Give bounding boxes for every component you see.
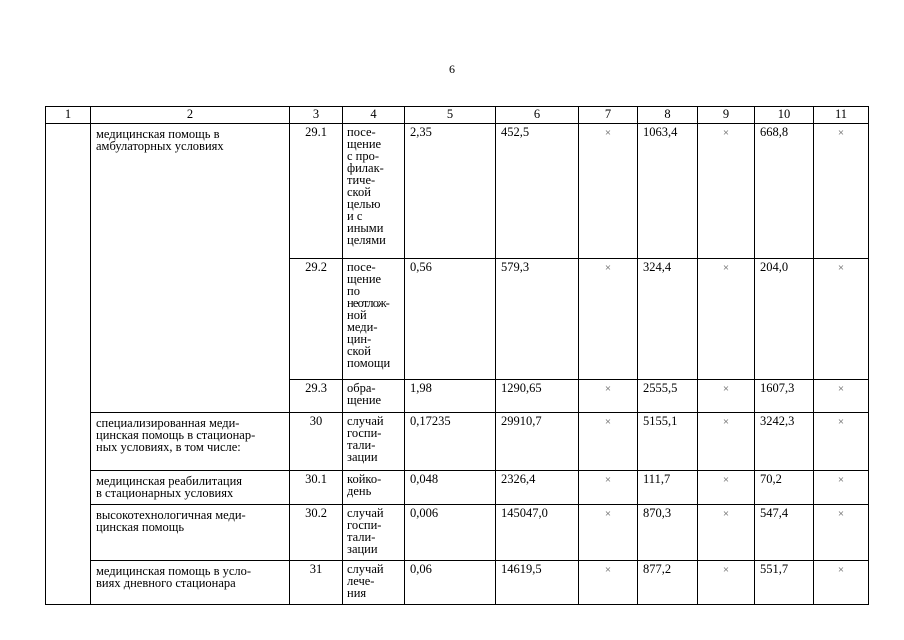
cross-cell-11: ×: [814, 561, 869, 605]
header-cell-3: 3: [290, 107, 343, 124]
value-cell-8: 870,3: [638, 505, 698, 561]
row-group-number-cell: [46, 124, 91, 605]
value-cell-5: 0,56: [405, 259, 496, 380]
value-cell-8: 2555,5: [638, 380, 698, 413]
cross-cell-9: ×: [698, 505, 755, 561]
header-cell-2: 2: [91, 107, 290, 124]
cross-cell-7: ×: [579, 259, 638, 380]
row-code-cell: 30.2: [290, 505, 343, 561]
value-cell-6: 29910,7: [496, 413, 579, 471]
value-cell-10: 668,8: [755, 124, 814, 259]
unit-cell: случай госпи- тали- зации: [343, 505, 405, 561]
row-code-cell: 31: [290, 561, 343, 605]
value-cell-8: 877,2: [638, 561, 698, 605]
table-row: [46, 561, 869, 605]
value-cell-10: 3242,3: [755, 413, 814, 471]
value-cell-6: 145047,0: [496, 505, 579, 561]
unit-cell: случай госпи- тали- зации: [343, 413, 405, 471]
header-cell-5: 5: [405, 107, 496, 124]
service-name-cell: медицинская помощь в амбулаторных условиях: [91, 124, 290, 413]
unit-cell: случай лече- ния: [343, 561, 405, 605]
header-cell-8: 8: [638, 107, 698, 124]
cross-cell-11: ×: [814, 413, 869, 471]
tariff-table: [45, 106, 869, 605]
header-cell-6: 6: [496, 107, 579, 124]
table-row: [46, 413, 869, 471]
header-cell-10: 10: [755, 107, 814, 124]
row-code-cell: 29.1: [290, 124, 343, 259]
cross-cell-9: ×: [698, 380, 755, 413]
row-code-cell: 29.3: [290, 380, 343, 413]
cross-cell-9: ×: [698, 124, 755, 259]
value-cell-10: 70,2: [755, 471, 814, 505]
value-cell-10: 551,7: [755, 561, 814, 605]
unit-cell: обра- щение: [343, 380, 405, 413]
value-cell-5: 1,98: [405, 380, 496, 413]
cross-cell-7: ×: [579, 561, 638, 605]
value-cell-6: 1290,65: [496, 380, 579, 413]
service-name-cell: медицинская помощь в усло- виях дневного стационара: [91, 561, 290, 605]
unit-cell: посе- щение с про- филак- тиче- ской целью и с иными целями: [343, 124, 405, 259]
value-cell-5: 0,006: [405, 505, 496, 561]
value-cell-6: 14619,5: [496, 561, 579, 605]
header-cell-11: 11: [814, 107, 869, 124]
cross-cell-11: ×: [814, 380, 869, 413]
value-cell-8: 324,4: [638, 259, 698, 380]
table-row: [46, 505, 869, 561]
value-cell-8: 111,7: [638, 471, 698, 505]
value-cell-5: 2,35: [405, 124, 496, 259]
unit-cell: посе- щение по неотлож- ной меди- цин- ской помощи: [343, 259, 405, 380]
row-code-cell: 29.2: [290, 259, 343, 380]
value-cell-5: 0,06: [405, 561, 496, 605]
value-cell-6: 579,3: [496, 259, 579, 380]
cross-cell-11: ×: [814, 471, 869, 505]
cross-cell-9: ×: [698, 259, 755, 380]
table-row: [46, 124, 869, 259]
cross-cell-9: ×: [698, 413, 755, 471]
value-cell-10: 204,0: [755, 259, 814, 380]
service-name-cell: специализированная меди- цинская помощь в стационар- ных условиях, в том числе:: [91, 413, 290, 471]
cross-cell-7: ×: [579, 380, 638, 413]
cross-cell-7: ×: [579, 413, 638, 471]
table-row: [46, 471, 869, 505]
header-cell-7: 7: [579, 107, 638, 124]
cross-cell-9: ×: [698, 471, 755, 505]
value-cell-5: 0,048: [405, 471, 496, 505]
cross-cell-11: ×: [814, 124, 869, 259]
service-name-cell: высокотехнологичная меди- цинская помощь: [91, 505, 290, 561]
page-number: 6: [449, 62, 455, 76]
row-code-cell: 30: [290, 413, 343, 471]
service-name-cell: медицинская реабилитация в стационарных условиях: [91, 471, 290, 505]
cross-cell-9: ×: [698, 561, 755, 605]
cross-cell-7: ×: [579, 124, 638, 259]
value-cell-10: 1607,3: [755, 380, 814, 413]
cross-cell-11: ×: [814, 259, 869, 380]
cross-cell-7: ×: [579, 505, 638, 561]
value-cell-8: 1063,4: [638, 124, 698, 259]
value-cell-10: 547,4: [755, 505, 814, 561]
header-cell-4: 4: [343, 107, 405, 124]
value-cell-8: 5155,1: [638, 413, 698, 471]
header-row: [46, 107, 869, 124]
header-cell-9: 9: [698, 107, 755, 124]
row-code-cell: 30.1: [290, 471, 343, 505]
cross-cell-11: ×: [814, 505, 869, 561]
value-cell-6: 452,5: [496, 124, 579, 259]
header-cell-1: 1: [46, 107, 91, 124]
cross-cell-7: ×: [579, 471, 638, 505]
value-cell-5: 0,17235: [405, 413, 496, 471]
unit-cell: койко- день: [343, 471, 405, 505]
value-cell-6: 2326,4: [496, 471, 579, 505]
